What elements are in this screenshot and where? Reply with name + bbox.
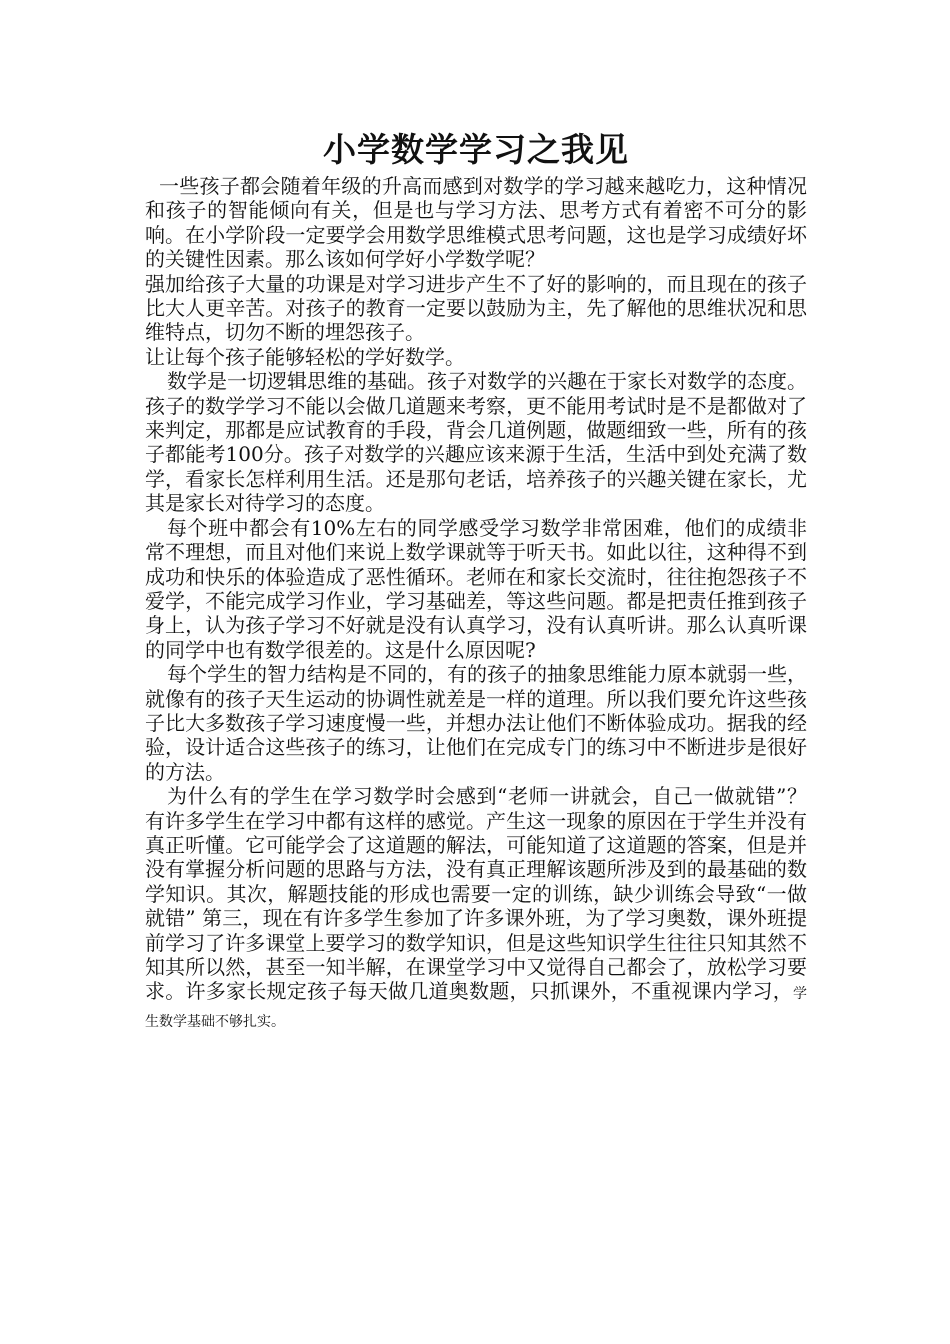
paragraph-2: 强加给孩子大量的功课是对学习进步产生不了好的影响的，而且现在的孩子比大人更辛苦。对孩子的教育一定要以鼓励为主，先了解他的思维状况和思维特点，切勿不断的埋怨孩子。: [145, 271, 807, 345]
paragraph-7-body: 为什么有的学生在学习数学时会感到“老师一讲就会，自己一做就错”？ 有许多学生在学习中都有这样的感觉。产生这一现象的原因在于学生并没有真正听懂。它可能学会了这道题的解法，可能知道了这道题的答案，但是并没有掌握分析问题的思路与方法，没有真正理解该题所涉及到的最基础的数学知识。其次，解题技能的形成也需要一定的训练，缺少训练会导致“一做就错” 第三，现在有许多学生参加了许多课外班，为了学习奥数，课外班提前学习了许多课堂上要学习的数学知识，但是这些知识学生往往只知其然不知其所以然，甚至一知半解，在课堂学习中又觉得自己都会了，放松学习要求。许多家长规定孩子每天做几道奥数题，只抓课外，不重视课内学习，: [145, 784, 807, 1004]
paragraph-5: 每个班中都会有10%左右的同学感受学习数学非常困难，他们的成绩非常不理想，而且对他们来说上数学课就等于听天书。如此以往，这种得不到成功和快乐的体验造成了恶性循环。老师在和家长交流时，往往抱怨孩子不爱学，不能完成学习作业，学习基础差，等这些问题。都是把责任推到孩子身上，认为孩子学习不好就是没有认真学习，没有认真听讲。那么认真听课的同学中也有数学很差的。这是什么原因呢?: [145, 515, 807, 662]
paragraph-6: 每个学生的智力结构是不同的，有的孩子的抽象思维能力原本就弱一些，就像有的孩子天生运动的协调性就差是一样的道理。所以我们要允许这些孩子比大多数孩子学习速度慢一些，并想办法让他们不断体验成功。据我的经验，设计适合这些孩子的练习，让他们在完成专门的练习中不断进步是很好的方法。: [145, 662, 807, 784]
paragraph-7: [145, 784, 807, 1034]
document-page: [145, 126, 807, 1034]
paragraph-3: 让让每个孩子能够轻松的学好数学。: [145, 344, 465, 369]
paragraph-1: 一些孩子都会随着年级的升高而感到对数学的学习越来越吃力，这种情况和孩子的智能倾向有关，但是也与学习方法、思考方式有着密不可分的影响。在小学阶段一定要学会用数学思维模式思考问题，这也是学习成绩好坏的关键性因素。那么该如何学好小学数学呢？: [145, 174, 807, 272]
paragraph-4: 数学是一切逻辑思维的基础。孩子对数学的兴趣在于家长对数学的态度。孩子的数学学习不能以会做几道题来考察，更不能用考试时是不是都做对了来判定，那都是应试教育的手段，背会几道例题，做题细致一些，所有的孩子都能考100分。孩子对数学的兴趣应该来源于生活，生活中到处充满了数学，看家长怎样利用生活。还是那句老话，培养孩子的兴趣关键在家长，尤其是家长对待学习的态度。: [145, 369, 807, 516]
document-title: 小学数学学习之我见: [323, 130, 629, 169]
paragraph-7-small-tail: 学生数学基础不够扎实。: [145, 986, 807, 1030]
